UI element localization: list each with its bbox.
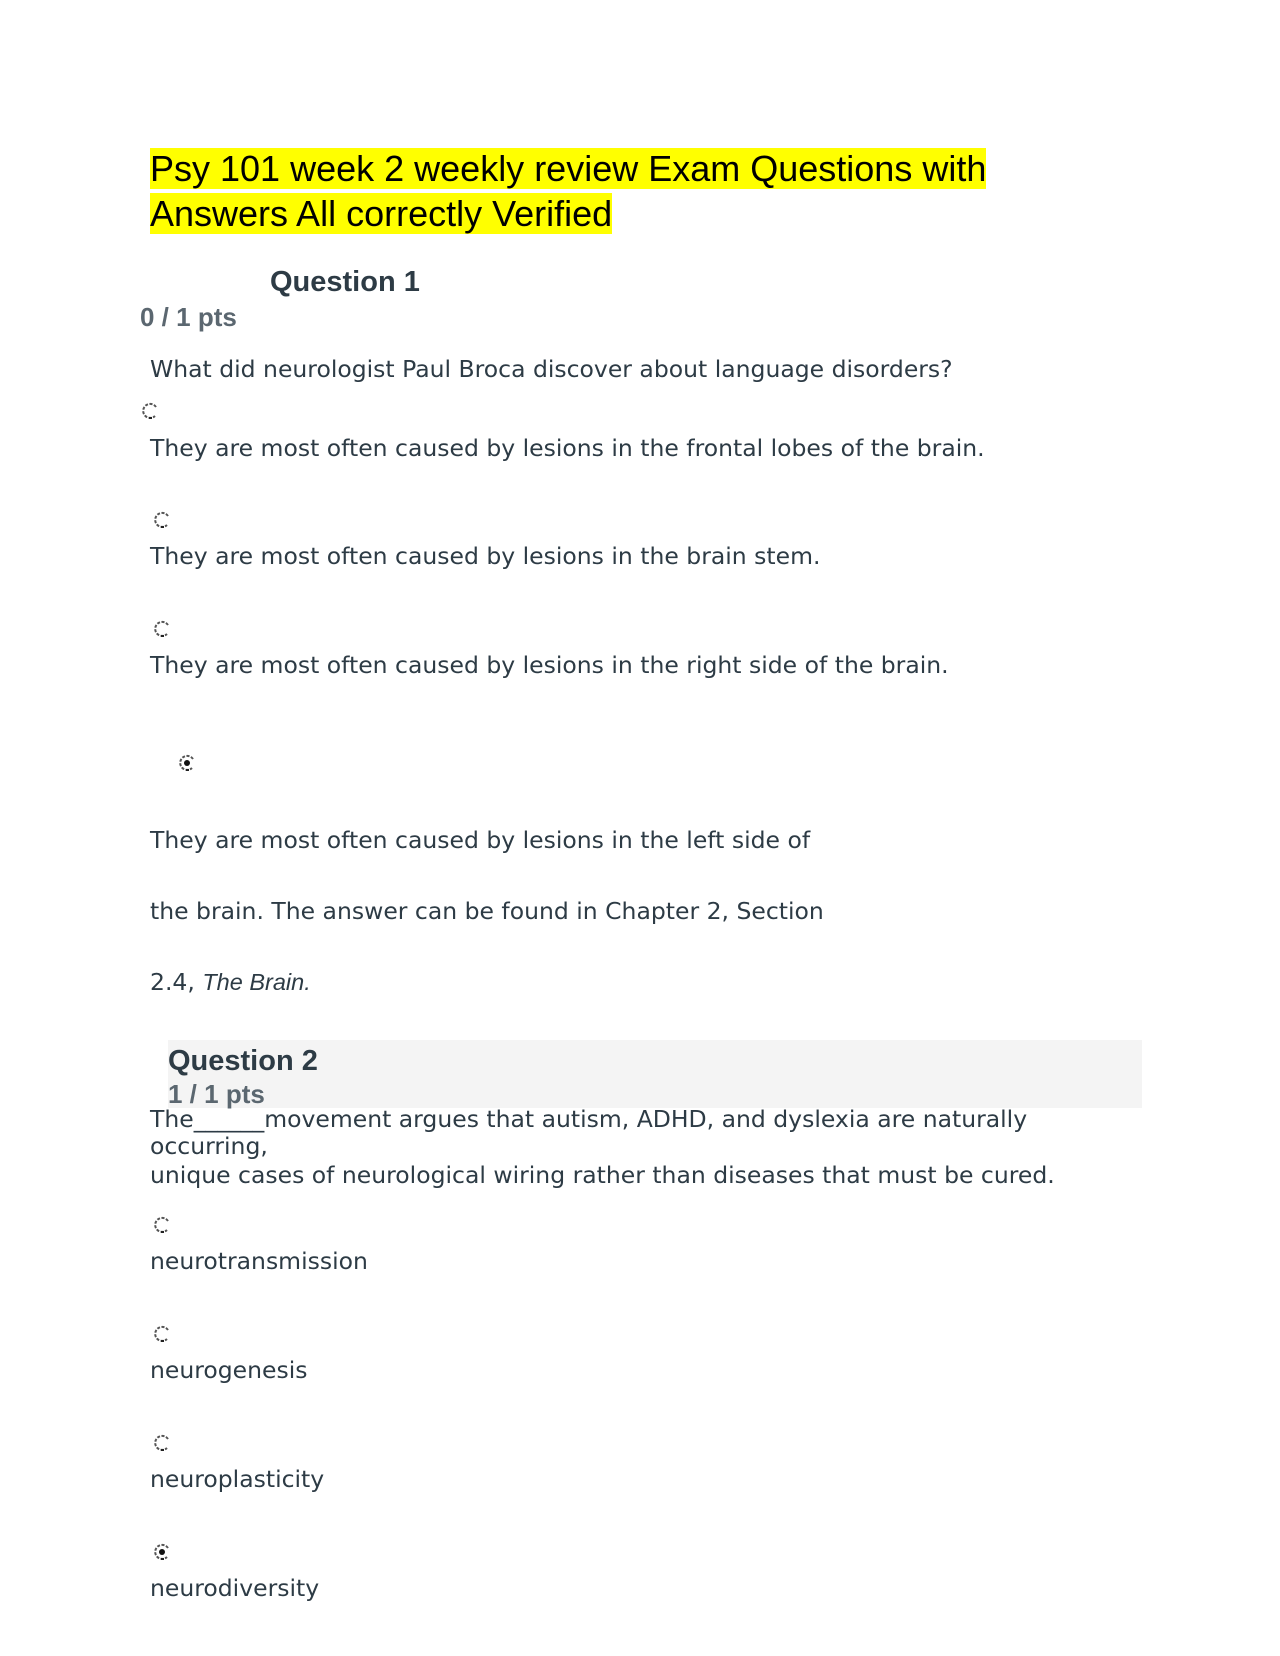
question-1-option-4-line-2[interactable]: the brain. The answer can be found in Chapter 2, Section	[150, 897, 824, 925]
question-2-option-2[interactable]: neurogenesis	[150, 1356, 308, 1384]
question-1-option-4-line-3[interactable]	[150, 967, 311, 997]
question-2-option-3[interactable]: neuroplasticity	[150, 1465, 325, 1493]
radio-unselected-icon[interactable]	[153, 1434, 171, 1452]
radio-unselected-icon[interactable]	[153, 620, 171, 638]
document-title	[150, 146, 1050, 236]
question-1-option-4-line-1[interactable]: They are most often caused by lesions in the left side of	[150, 826, 811, 854]
option-4-reference: The Brain.	[202, 969, 311, 995]
radio-unselected-icon[interactable]	[141, 402, 159, 420]
question-2-heading: Question 2	[168, 1045, 318, 1077]
question-2-points: 1 / 1 pts	[168, 1079, 265, 1109]
question-1-heading: Question 1	[270, 266, 420, 298]
question-2-prompt-line-1: The______movement argues that autism, ADHD, and dyslexia are naturally	[150, 1105, 1028, 1133]
option-4-prefix: 2.4,	[150, 968, 203, 996]
question-1-option-2[interactable]: They are most often caused by lesions in the brain stem.	[150, 542, 821, 570]
radio-unselected-icon[interactable]	[153, 1325, 171, 1343]
question-1-prompt: What did neurologist Paul Broca discover about language disorders?	[150, 355, 953, 383]
question-2-option-1[interactable]: neurotransmission	[150, 1247, 368, 1275]
title-line-2: Answers All correctly Verified	[150, 193, 613, 234]
radio-selected-icon[interactable]	[178, 754, 196, 772]
question-1-option-1[interactable]: They are most often caused by lesions in the frontal lobes of the brain.	[150, 434, 985, 462]
question-1-option-3[interactable]: They are most often caused by lesions in the right side of the brain.	[150, 651, 949, 679]
radio-selected-icon[interactable]	[153, 1543, 171, 1561]
radio-unselected-icon[interactable]	[153, 1216, 171, 1234]
question-2-prompt-line-3: unique cases of neurological wiring rather than diseases that must be cured.	[150, 1161, 1055, 1189]
radio-unselected-icon[interactable]	[153, 511, 171, 529]
title-line-1: Psy 101 week 2 weekly review Exam Questions with	[150, 148, 987, 189]
question-2-option-4[interactable]: neurodiversity	[150, 1574, 320, 1602]
question-1-points: 0 / 1 pts	[140, 302, 237, 332]
question-2-prompt-line-2: occurring,	[150, 1132, 268, 1160]
